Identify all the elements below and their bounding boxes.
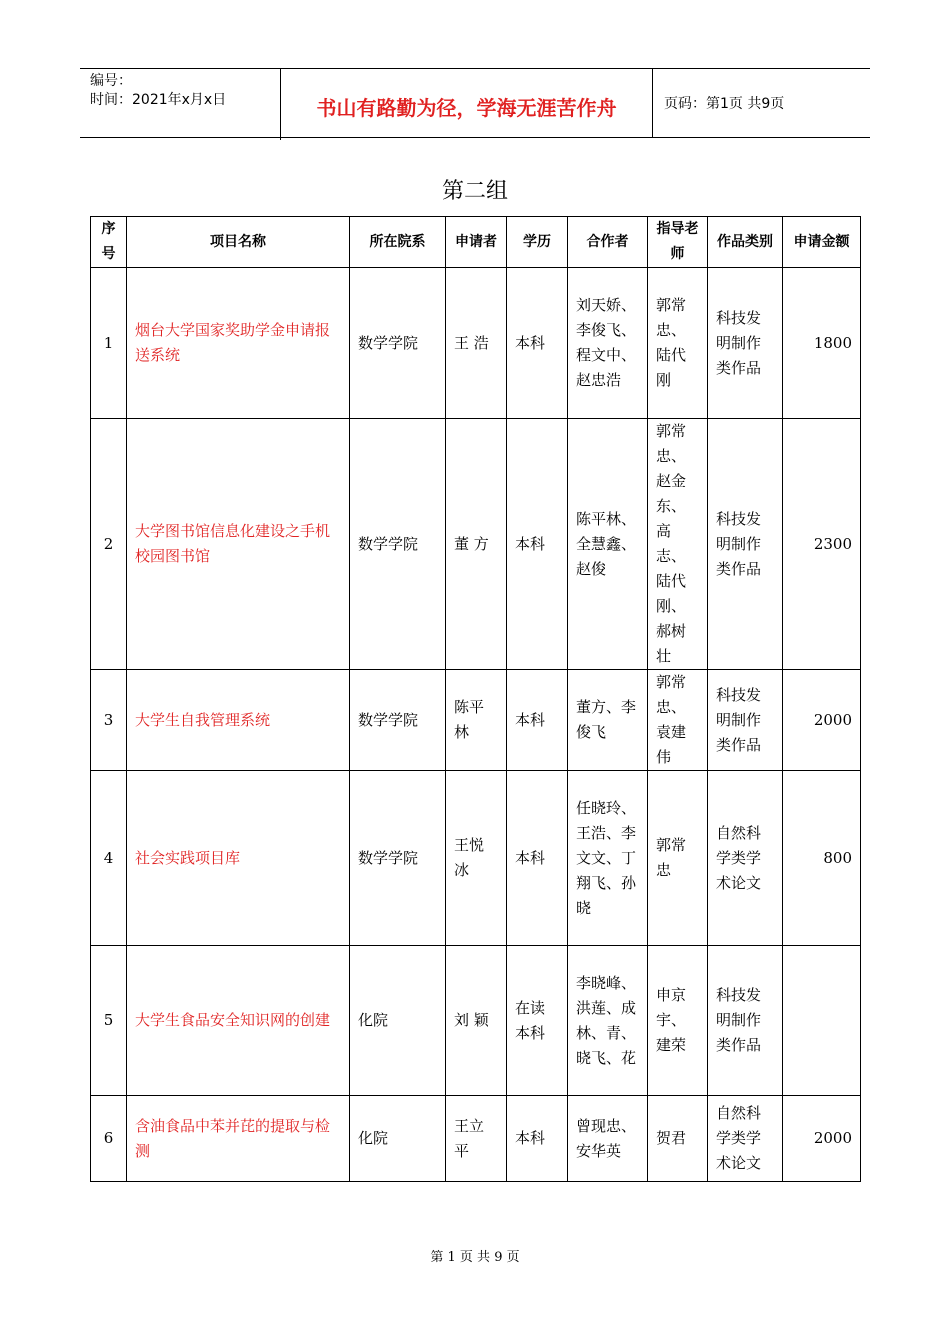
cell-category: 科技发明制作类作品 [708,419,783,670]
cell-amount: 2300 [783,419,861,670]
cell-advisor: 郭常忠、赵金东、高志、陆代刚、郝树壮 [648,419,708,670]
col-header-amount: 申请金额 [783,217,861,268]
cell-project-name: 社会实践项目库 [127,771,350,946]
cell-dept: 数学学院 [350,419,446,670]
cell-project-name: 大学图书馆信息化建设之手机校园图书馆 [127,419,350,670]
project-table [90,216,861,1182]
cell-degree: 本科 [507,268,568,419]
cell-category: 科技发明制作类作品 [708,946,783,1096]
cell-dept: 数学学院 [350,268,446,419]
cell-partners: 曾现忠、安华英 [568,1096,648,1182]
cell-partners: 任晓玲、王浩、李文文、丁翔飞、孙晓 [568,771,648,946]
cell-dept: 化院 [350,946,446,1096]
time-label: 时间：2021年x月x日 [90,92,227,108]
cell-degree: 本科 [507,670,568,771]
cell-project-name: 大学生自我管理系统 [127,670,350,771]
cell-amount: 2000 [783,1096,861,1182]
cell-category: 科技发明制作类作品 [708,670,783,771]
cell-dept: 数学学院 [350,670,446,771]
table-row [91,1096,861,1182]
cell-project-name: 大学生食品安全知识网的创建 [127,946,350,1096]
col-header-category: 作品类别 [708,217,783,268]
cell-applicant: 王悦冰 [446,771,507,946]
cell-dept: 化院 [350,1096,446,1182]
col-header-dept: 所在院系 [350,217,446,268]
cell-amount: 1800 [783,268,861,419]
cell-no: 3 [91,670,127,771]
table-row [91,670,861,771]
table-row [91,771,861,946]
cell-applicant: 董 方 [446,419,507,670]
cell-partners: 李晓峰、洪莲、成林、青、晓飞、花 [568,946,648,1096]
cell-project-name: 含油食品中苯并芘的提取与检测 [127,1096,350,1182]
cell-dept: 数学学院 [350,771,446,946]
cell-no: 4 [91,771,127,946]
cell-partners: 陈平林、全慧鑫、赵俊 [568,419,648,670]
col-header-applicant: 申请者 [446,217,507,268]
cell-no: 5 [91,946,127,1096]
cell-degree: 本科 [507,1096,568,1182]
number-label: 编号： [90,73,132,89]
header-meta [80,69,281,140]
cell-applicant: 陈平林 [446,670,507,771]
table-row [91,946,861,1096]
col-header-partners: 合作者 [568,217,648,268]
cell-amount: 800 [783,771,861,946]
col-header-degree: 学历 [507,217,568,268]
table-row [91,419,861,670]
cell-advisor: 贺君 [648,1096,708,1182]
cell-degree: 本科 [507,771,568,946]
cell-applicant: 王 浩 [446,268,507,419]
cell-project-name: 烟台大学国家奖助学金申请报送系统 [127,268,350,419]
col-header-no: 序号 [91,217,127,268]
cell-category: 自然科学类学术论文 [708,771,783,946]
cell-amount: 2000 [783,670,861,771]
cell-advisor: 申京宇、建荣 [648,946,708,1096]
table-header-row [91,217,861,268]
page-label: 页码：第1页 共9页 [664,96,785,112]
motto: 书山有路勤为径，学海无涯苦作舟 [281,69,653,137]
cell-no: 6 [91,1096,127,1182]
cell-no: 2 [91,419,127,670]
col-header-name: 项目名称 [127,217,350,268]
cell-amount [783,946,861,1096]
cell-partners: 董方、李俊飞 [568,670,648,771]
cell-advisor: 郭常忠、袁建伟 [648,670,708,771]
cell-category: 自然科学类学术论文 [708,1096,783,1182]
cell-applicant: 王立平 [446,1096,507,1182]
cell-advisor: 郭常忠、陆代刚 [648,268,708,419]
cell-applicant: 刘 颖 [446,946,507,1096]
col-header-advisor: 指导老师 [648,217,708,268]
cell-degree: 在读本科 [507,946,568,1096]
page-footer: 第 1 页 共 9 页 [430,1250,520,1265]
cell-advisor: 郭常忠 [648,771,708,946]
cell-no: 1 [91,268,127,419]
table-row [91,268,861,419]
group-title: 第二组 [441,179,508,204]
cell-partners: 刘天娇、李俊飞、程文中、赵忠浩 [568,268,648,419]
page-header [80,68,870,138]
cell-degree: 本科 [507,419,568,670]
cell-category: 科技发明制作类作品 [708,268,783,419]
